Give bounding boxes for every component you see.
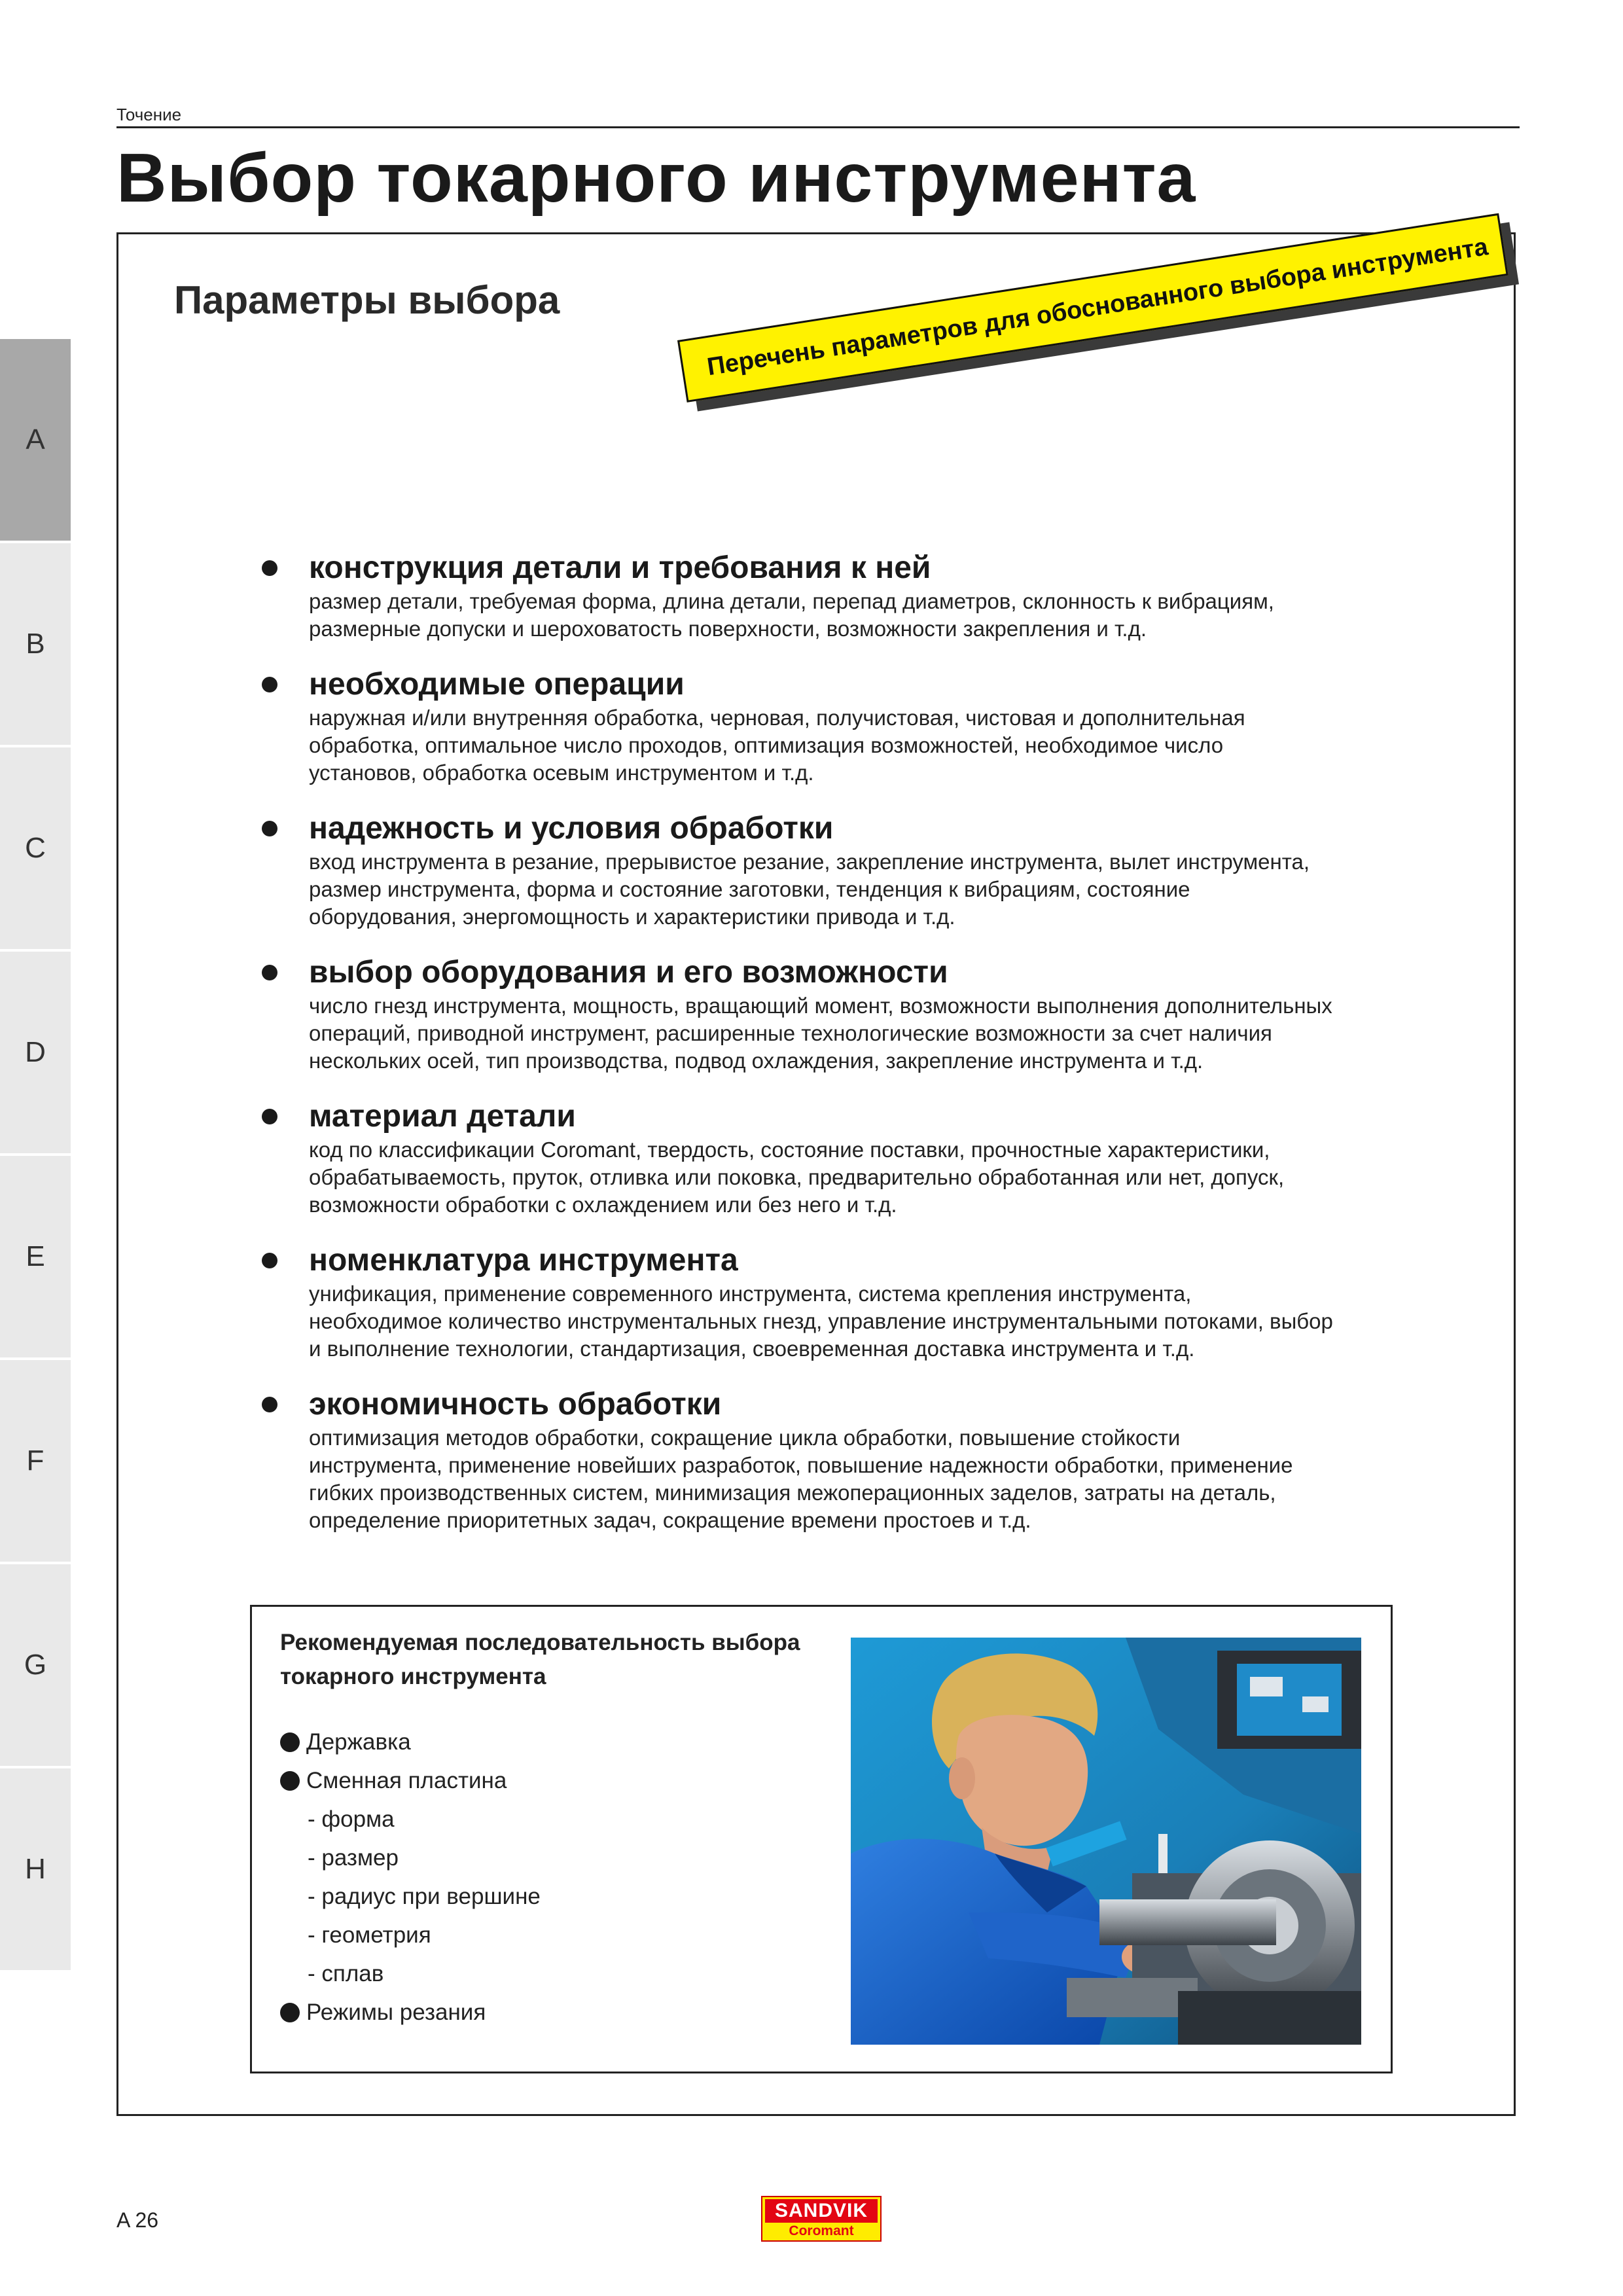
side-tab-strip (0, 339, 71, 1973)
criterion-item (262, 809, 1400, 931)
description-line: возможности обработки с охлаждением или без него и т.д. (309, 1193, 897, 1217)
side-tab-a[interactable] (0, 339, 71, 541)
criterion-description (309, 704, 1400, 787)
description-line: обрабатываемость, пруток, отливка или поковка, предварительно обработанная или нет, допуск, (309, 1165, 1285, 1189)
sequence-item (280, 1993, 817, 2032)
sequence-item-label: - геометрия (308, 1922, 431, 1948)
bullet-icon (262, 1397, 277, 1412)
sequence-item-label: - размер (308, 1845, 399, 1871)
bullet-icon (262, 677, 277, 692)
bullet-icon (262, 965, 277, 980)
criterion-description (309, 848, 1400, 931)
description-line: обработка, оптимальное число проходов, оптимизация возможностей, необходимое число (309, 733, 1224, 757)
description-line: размер инструмента, форма и состояние заготовки, тенденция к вибрациям, состояние (309, 877, 1190, 901)
side-tab-label: H (25, 1853, 46, 1885)
sequence-subitem (280, 1877, 817, 1916)
bullet-icon (280, 1771, 300, 1791)
sequence-item-label: - радиус при вершине (308, 1884, 541, 1909)
header-rule (116, 126, 1520, 128)
criterion-description (309, 992, 1400, 1075)
side-tab-e[interactable] (0, 1156, 71, 1357)
side-tab-f[interactable] (0, 1360, 71, 1562)
criterion-item (262, 1385, 1400, 1534)
description-line: унификация, применение современного инструмента, система крепления инструмента, (309, 1282, 1192, 1306)
bullet-icon (280, 2003, 300, 2022)
page-number: A 26 (116, 2208, 159, 2232)
side-tab-g[interactable] (0, 1564, 71, 1766)
criterion-title: конструкция детали и требования к ней (309, 550, 931, 585)
side-tab-label: F (26, 1444, 45, 1477)
criterion-title: необходимые операции (309, 667, 685, 702)
description-line: наружная и/или внутренняя обработка, черновая, получистовая, чистовая и дополнительная (309, 706, 1245, 730)
description-line: размер детали, требуемая форма, длина детали, перепад диаметров, склонность к вибрациям, (309, 589, 1274, 613)
sequence-subitem (280, 1954, 817, 1993)
side-tab-label: D (25, 1036, 46, 1068)
description-line: оборудования, энергомощность и характеристики привода и т.д. (309, 905, 955, 929)
page-title: Выбор токарного инструмента (116, 139, 1196, 217)
criterion-title: материал детали (309, 1099, 576, 1134)
description-line: оптимизация методов обработки, сокращение цикла обработки, повышение стойкости (309, 1426, 1181, 1450)
criterion-title: экономичность обработки (309, 1387, 722, 1422)
criterion-description (309, 1136, 1400, 1219)
criterion-title: выбор оборудования и его возможности (309, 955, 948, 990)
description-line: и выполнение технологии, стандартизация, своевременная доставка инструмента и т.д. (309, 1336, 1195, 1361)
banner-text: Перечень параметров для обоснованного выбора инструмента (677, 213, 1508, 403)
sequence-item-label: - сплав (308, 1961, 384, 1986)
description-line: число гнезд инструмента, мощность, вращающий момент, возможности выполнения дополнительных (309, 994, 1332, 1018)
description-line: нескольких осей, тип производства, подвод охлаждения, закрепление инструмента и т.д. (309, 1049, 1204, 1073)
sequence-item-label: Державка (306, 1729, 411, 1755)
description-line: определение приоритетных задач, сокращение времени простоев и т.д. (309, 1508, 1031, 1532)
section-subheading: Параметры выбора (174, 278, 560, 322)
side-tab-d[interactable] (0, 952, 71, 1153)
criterion-item (262, 548, 1400, 643)
sequence-list (280, 1723, 817, 2032)
criterion-item (262, 953, 1400, 1075)
side-tab-label: B (26, 628, 45, 660)
criterion-description (309, 588, 1400, 643)
sequence-item-label: Режимы резания (306, 2000, 486, 2025)
bullet-icon (262, 1109, 277, 1124)
section-label: Точение (116, 105, 182, 124)
side-tab-label: G (24, 1649, 47, 1681)
sequence-title (280, 1626, 849, 1694)
side-tab-label: A (26, 423, 45, 456)
sequence-subitem (280, 1916, 817, 1954)
side-tab-label: E (26, 1240, 45, 1272)
criterion-description (309, 1280, 1400, 1363)
description-line: инструмента, применение новейших разработок, повышение надежности обработки, применение (309, 1453, 1293, 1477)
description-line: операций, приводной инструмент, расширенные технологические возможности за счет наличия (309, 1021, 1272, 1045)
side-tab-label: C (25, 832, 46, 864)
criterion-description (309, 1424, 1400, 1534)
sandvik-coromant-logo (761, 2196, 882, 2242)
sequence-item-label: - форма (308, 1806, 395, 1832)
description-line: код по классификации Coromant, твердость, состояние поставки, прочностные характеристики, (309, 1138, 1270, 1162)
machinist-photo (851, 1638, 1361, 2045)
side-tab-c[interactable] (0, 747, 71, 949)
description-line: вход инструмента в резание, прерывистое резание, закрепление инструмента, вылет инструмента, (309, 850, 1310, 874)
description-line: установов, обработка осевым инструментом и т.д. (309, 761, 814, 785)
criterion-title: надежность и условия обработки (309, 811, 834, 846)
sequence-item-label: Сменная пластина (306, 1768, 507, 1793)
sequence-subitem (280, 1839, 817, 1877)
sequence-item (280, 1723, 817, 1761)
criterion-item (262, 665, 1400, 787)
sequence-item (280, 1761, 817, 1800)
side-tab-b[interactable] (0, 543, 71, 745)
sequence-title-line: токарного инструмента (280, 1664, 546, 1689)
bullet-icon (262, 821, 277, 836)
criteria-list (262, 548, 1400, 1556)
criterion-item (262, 1097, 1400, 1219)
criterion-title: номенклатура инструмента (309, 1243, 738, 1278)
bullet-icon (280, 1732, 300, 1752)
logo-wordmark: SANDVIK (765, 2199, 878, 2223)
description-line: гибких производственных систем, минимизация межоперационных заделов, затраты на деталь, (309, 1480, 1276, 1505)
sequence-title-line: Рекомендуемая последовательность выбора (280, 1630, 800, 1655)
sequence-subitem (280, 1800, 817, 1839)
criterion-item (262, 1241, 1400, 1363)
logo-subtitle: Coromant (789, 2223, 854, 2238)
side-tab-h[interactable] (0, 1768, 71, 1970)
description-line: необходимое количество инструментальных гнезд, управление инструментальными потоками, выбор (309, 1309, 1333, 1333)
bullet-icon (262, 560, 277, 576)
bullet-icon (262, 1253, 277, 1268)
description-line: размерные допуски и шероховатость поверхности, возможности закрепления и т.д. (309, 617, 1147, 641)
